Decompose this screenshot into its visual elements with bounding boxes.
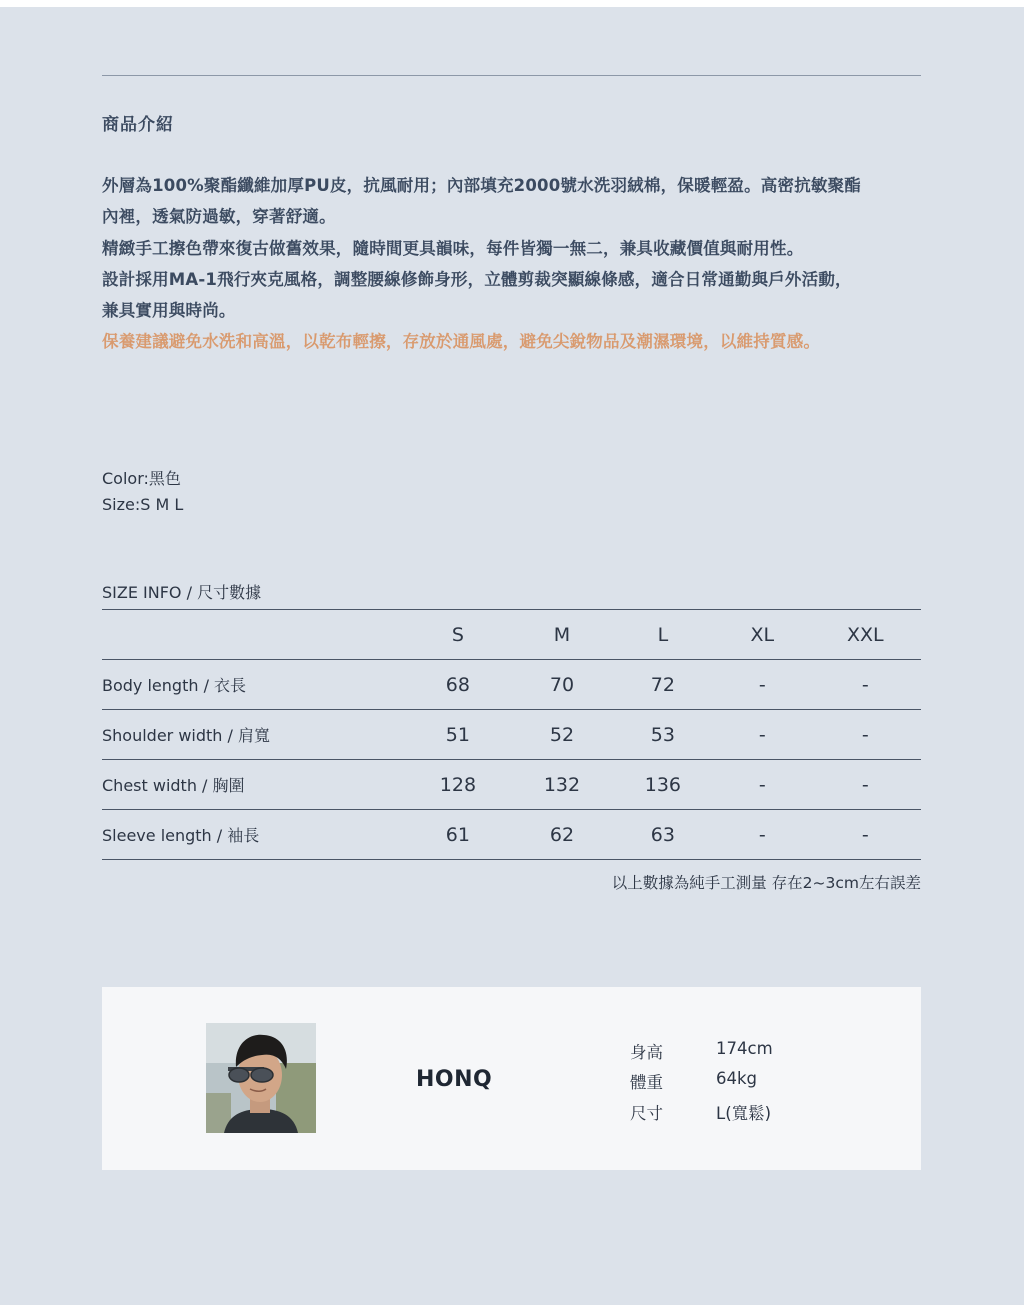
model-photo bbox=[206, 1023, 316, 1133]
description-line: 精緻手工擦色帶來復古做舊效果，隨時間更具韻味，每件皆獨一無二，兼具收藏價值與耐用性。 bbox=[102, 238, 804, 258]
table-cell: 68 bbox=[403, 660, 513, 710]
table-header-cell: XXL bbox=[810, 610, 921, 660]
table-cell: - bbox=[810, 760, 921, 810]
table-cell: 136 bbox=[611, 760, 715, 810]
row-label: Shoulder width / 肩寬 bbox=[102, 710, 403, 760]
table-cell: 132 bbox=[513, 760, 611, 810]
size-spec: Size:S M L bbox=[102, 495, 184, 514]
measurement-note: 以上數據為純手工測量 存在2~3cm左右誤差 bbox=[611, 874, 921, 892]
description-line: 設計採用MA-1飛行夾克風格，調整腰線修飾身形，立體剪裁突顯線條感，適合日常通勤與戶外活動， bbox=[102, 269, 852, 289]
color-spec: Color:黑色 bbox=[102, 469, 181, 488]
description-line: 兼具實用與時尚。 bbox=[102, 301, 236, 321]
table-header-cell: M bbox=[513, 610, 611, 660]
table-cell: 128 bbox=[403, 760, 513, 810]
care-instructions: 保養建議避免水洗和高溫，以乾布輕擦，存放於通風處，避免尖銳物品及潮濕環境，以維持質感。 bbox=[102, 332, 821, 352]
table-cell: 63 bbox=[611, 810, 715, 860]
table-cell: 61 bbox=[403, 810, 513, 860]
size-worn-label: 尺寸 bbox=[630, 1104, 663, 1123]
table-cell: - bbox=[810, 810, 921, 860]
table-cell: 70 bbox=[513, 660, 611, 710]
table-header-empty bbox=[102, 610, 403, 660]
table-row bbox=[102, 710, 921, 760]
row-label: Sleeve length / 袖長 bbox=[102, 810, 403, 860]
table-cell: - bbox=[715, 760, 810, 810]
table-cell: - bbox=[715, 660, 810, 710]
table-header-cell: S bbox=[403, 610, 513, 660]
table-cell: 72 bbox=[611, 660, 715, 710]
description-line: 內裡，透氣防過敏，穿著舒適。 bbox=[102, 207, 336, 227]
table-cell: - bbox=[715, 810, 810, 860]
table-cell: 53 bbox=[611, 710, 715, 760]
table-row bbox=[102, 660, 921, 710]
product-description bbox=[102, 170, 932, 358]
size-info-title: SIZE INFO / 尺寸數據 bbox=[102, 583, 262, 602]
size-table bbox=[102, 609, 921, 860]
intro-title: 商品介紹 bbox=[102, 115, 174, 135]
product-detail-page bbox=[0, 7, 1024, 1305]
row-label: Body length / 衣長 bbox=[102, 660, 403, 710]
table-row bbox=[102, 810, 921, 860]
table-cell: 51 bbox=[403, 710, 513, 760]
row-label: Chest width / 胸圍 bbox=[102, 760, 403, 810]
top-divider bbox=[102, 75, 921, 76]
table-cell: 52 bbox=[513, 710, 611, 760]
table-header-cell: XL bbox=[715, 610, 810, 660]
height-label: 身高 bbox=[630, 1043, 663, 1062]
height-value: 174cm bbox=[716, 1039, 773, 1058]
table-row bbox=[102, 760, 921, 810]
size-worn-value: L(寬鬆) bbox=[716, 1104, 772, 1123]
table-header-row bbox=[102, 610, 921, 660]
table-cell: - bbox=[810, 710, 921, 760]
table-cell: - bbox=[715, 710, 810, 760]
model-name: HONQ bbox=[416, 1067, 493, 1092]
weight-value: 64kg bbox=[716, 1069, 758, 1088]
table-cell: 62 bbox=[513, 810, 611, 860]
description-line: 外層為100%聚酯纖維加厚PU皮，抗風耐用；內部填充2000號水洗羽絨棉，保暖輕盈。高密抗敏聚酯 bbox=[102, 176, 861, 195]
weight-label: 體重 bbox=[630, 1073, 663, 1092]
model-card bbox=[102, 987, 921, 1170]
table-header-cell: L bbox=[611, 610, 715, 660]
table-cell: - bbox=[810, 660, 921, 710]
